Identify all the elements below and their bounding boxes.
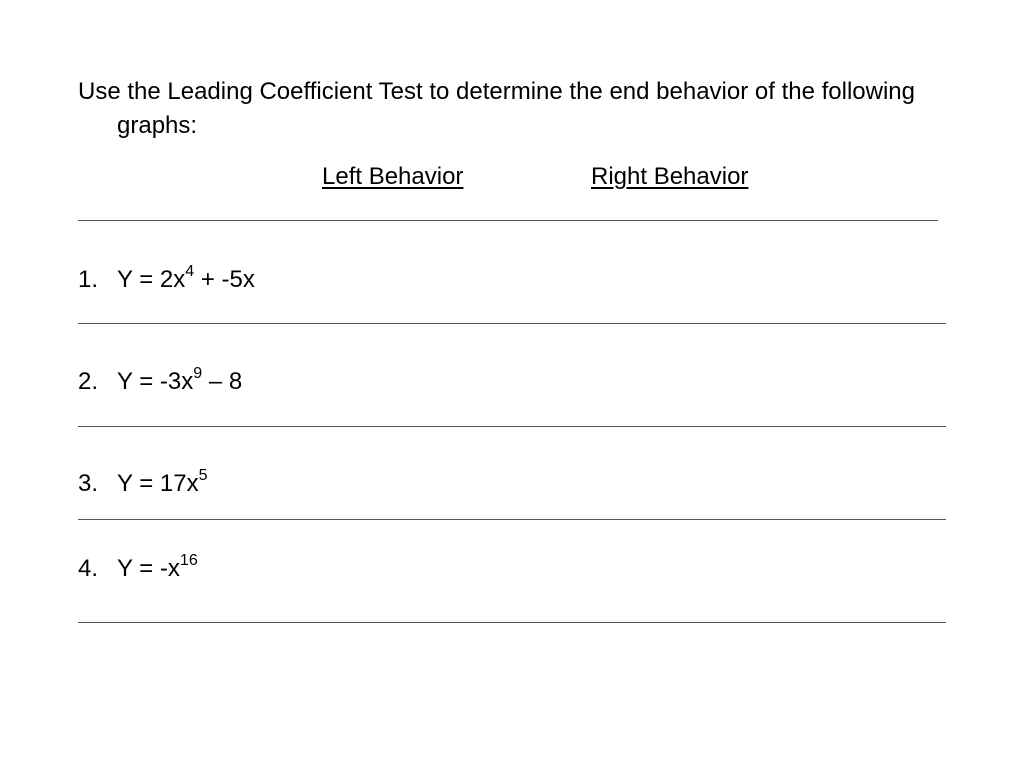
equation-base: Y = 17x xyxy=(117,470,199,497)
equation-tail: – 8 xyxy=(202,368,243,395)
header-divider xyxy=(78,220,938,221)
equation-base: Y = 2x xyxy=(117,266,186,293)
equation-tail: + -5x xyxy=(194,266,255,293)
left-behavior-header: Left Behavior xyxy=(322,163,464,190)
problem-4 xyxy=(78,552,198,586)
answer-divider-3 xyxy=(78,519,946,520)
problem-number: 1. xyxy=(78,266,99,293)
problem-number: 3. xyxy=(78,470,99,497)
instruction-text: Use the Leading Coefficient Test to determine the end behavior of the following graphs: xyxy=(78,78,915,139)
problem-number: 2. xyxy=(78,368,99,395)
right-behavior-header: Right Behavior xyxy=(591,163,749,190)
problem-number: 4. xyxy=(78,555,99,582)
equation-base: Y = -3x xyxy=(117,368,194,395)
equation-exponent: 4 xyxy=(185,263,195,280)
problem-1 xyxy=(78,263,255,297)
problem-3 xyxy=(78,467,208,501)
answer-divider-2 xyxy=(78,426,946,427)
answer-divider-4 xyxy=(78,622,946,623)
equation-base: Y = -x xyxy=(117,555,180,582)
answer-divider-1 xyxy=(78,323,946,324)
equation-exponent: 16 xyxy=(179,552,198,569)
equation-exponent: 9 xyxy=(193,365,203,382)
problem-2 xyxy=(78,365,242,399)
equation-exponent: 5 xyxy=(198,467,208,484)
